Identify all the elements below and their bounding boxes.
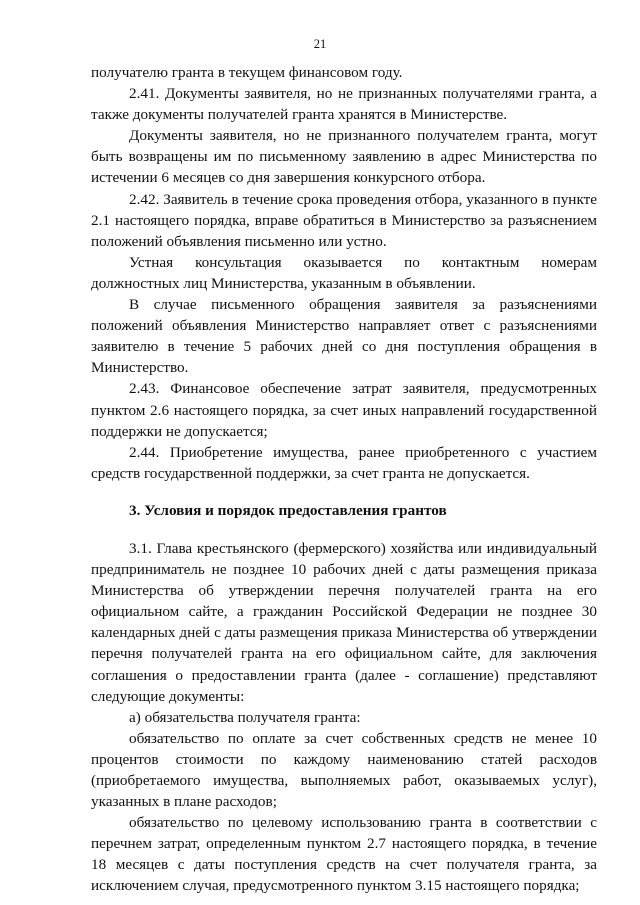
section-heading: 3. Условия и порядок предоставления грантов xyxy=(129,501,447,519)
paragraph-2-44: 2.44. Приобретение имущества, ранее приобретенного с участием средств государственной поддержки, за счет гранта не допускается. xyxy=(91,443,597,482)
paragraph: Устная консультация оказывается по контактным номерам должностных лиц Министерства, указанным в объявлении. xyxy=(91,253,597,292)
paragraph: обязательство по оплате за счет собственных средств не менее 10 процентов стоимости по каждому наименованию статей расходов (приобретаемого имущества, выполняемых работ, оказываемых услуг), указанных в плане расходов; xyxy=(91,729,597,811)
paragraph-2-41: 2.41. Документы заявителя, но не признанных получателями гранта, а также документы получателей гранта хранятся в Министерстве. xyxy=(91,85,597,124)
paragraph: Документы заявителя, но не признанного получателем гранта, могут быть возвращены им по письменному заявлению в адрес Министерства по истечении 6 месяцев со дня завершения конкурсного отбора. xyxy=(91,127,597,187)
paragraph: обязательство по целевому использованию гранта в соответствии с перечнем затрат, определенным пунктом 2.7 настоящего порядка, в течение 18 месяцев с даты поступления средств на счет получателя гранта, за исключением случая, предусмотренного пунктом 3.15 настоящего порядка; xyxy=(91,814,597,895)
paragraph: В случае письменного обращения заявителя за разъяснениями положений объявления Министерство направляет ответ с разъяснениями заявителю в течение 5 рабочих дней со дня поступления обращения в Министерство. xyxy=(91,296,597,377)
paragraph: получателю гранта в текущем финансовом году. xyxy=(91,64,403,81)
page-number: 21 xyxy=(313,37,327,51)
paragraph-3-1: 3.1. Глава крестьянского (фермерского) хозяйства или индивидуальный предприниматель не позднее 10 рабочих дней с даты размещения приказа Министерства об утверждении перечня получателей гранта на его официальном сайте, а гражданин Российской Федерации не позднее 30 календарных дней с даты размещения приказа Министерства об утверждении перечня получателей гранта на его официальном сайте, для заключения соглашения о предоставлении гранта (далее - соглашение) представляют следующие документы: xyxy=(91,539,597,705)
paragraph-2-42: 2.42. Заявитель в течение срока проведения отбора, указанного в пункте 2.1 настоящего порядка, вправе обратиться в Министерство за разъяснением положений объявления письменно или устно. xyxy=(91,190,597,250)
document-body xyxy=(91,62,597,897)
paragraph: а) обязательства получателя гранта: xyxy=(129,708,361,726)
paragraph-2-43: 2.43. Финансовое обеспечение затрат заявителя, предусмотренных пунктом 2.6 настоящего порядка, за счет иных направлений государственной поддержки не допускается; xyxy=(91,380,597,440)
